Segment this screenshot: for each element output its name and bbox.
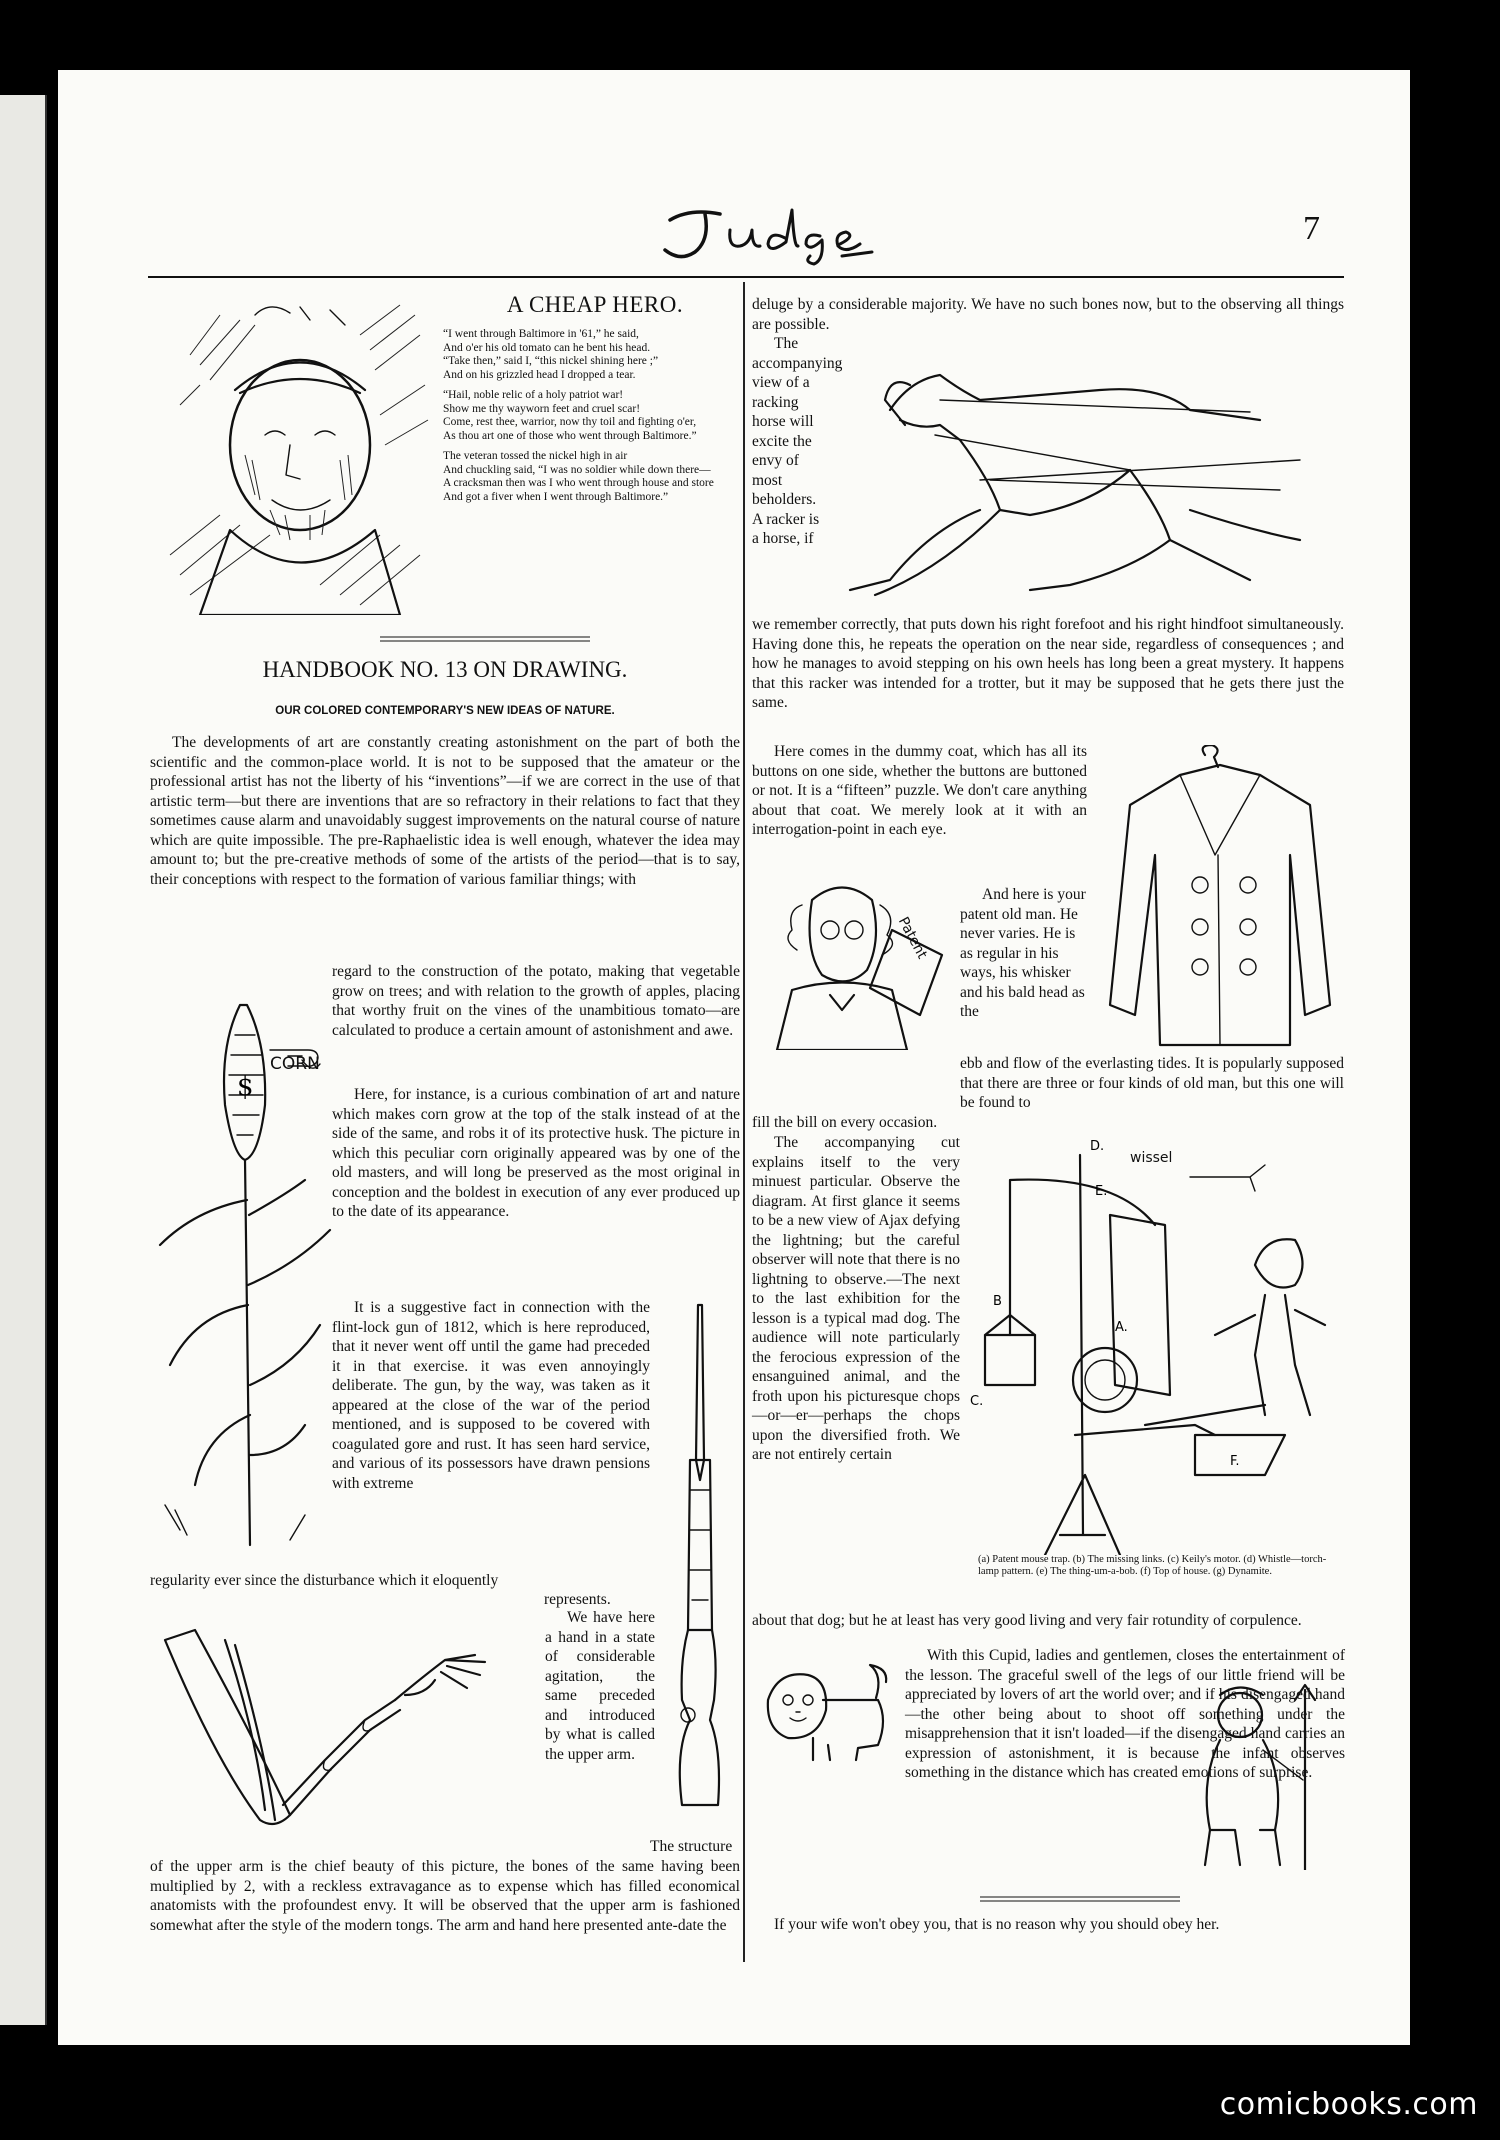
poem-stanza-gap [443, 443, 735, 450]
poem-line: “Hail, noble relic of a holy patriot war! [443, 389, 624, 401]
cheap-hero-title: A CHEAP HERO. [506, 292, 684, 317]
diagram-label-a: A. [1115, 1320, 1128, 1335]
cupid-illustration [1185, 1680, 1335, 1870]
paragraph-coat: Here comes in the dummy coat, which has all its buttons on one side, whether the buttons are buttoned or not. It is a “fifteen” puzzle. We don't care anything about that coat. We merely look at it with an interrogation-point in each eye. [752, 743, 1087, 838]
poem-stanza-gap [443, 382, 735, 389]
diagram-label-b: B [993, 1294, 1002, 1309]
diagram-caption: (a) Patent mouse trap. (b) The missing links. (c) Keily's motor. (d) Whistle—torch-lamp pattern. (e) The thing-um-a-bob. (f) Top of house. (g) Dynamite. [978, 1554, 1327, 1577]
section-divider [380, 635, 590, 645]
paragraph-intro-cont: regard to the construction of the potato, making that vegetable grow on trees; and with relation to the growth of apples, placing that worthy fruit on the vines of the unambitious tomato—are calculated to produce a certain amount of astonishment and awe. [332, 963, 740, 1039]
poem-line: Come, rest thee, warrior, now thy toil and fighting o'er, [443, 416, 697, 428]
racking-horse-illustration [830, 340, 1340, 610]
paragraph-gun-end: represents. [544, 1591, 611, 1608]
paragraph-gun: It is a suggestive fact in connection with the flint-lock gun of 1812, which is here reproduced, that it never went off until the game had preceded it in that exercise. it was even annoyingly deliberate. The gun, by the way, was taken as it appeared at the close of the war of the period mentioned, and is supposed to be covered with coagulated gore and rust. It has seen hard service, and various of its possessors have drawn pensions with extreme [332, 1299, 650, 1492]
closing-divider [980, 1895, 1180, 1903]
handbook-title: HANDBOOK NO. 13 ON DRAWING. [262, 657, 628, 682]
adjacent-page-edge [0, 95, 47, 2025]
poem-line: Show me thy wayworn feet and cruel scar! [443, 402, 641, 415]
mad-dog-illustration [758, 1660, 898, 1770]
handbook-subtitle: OUR COLORED CONTEMPORARY'S NEW IDEAS OF NATURE. [275, 705, 615, 717]
poem-line: And on his grizzled head I dropped a tear. [443, 368, 636, 381]
paragraph-intro: The developments of art are constantly creating astonishment on the part of both the scientific and the common-place world. It is not to be supposed that the amateur or the professional artist has not the liberty of his “inventions”—if we are correct in the use of that artistic term—but there are inventions that are so refractory in their relations to fact that they sometimes cause alarm and unavoidably suggest improvements on the natural course of nature which are quite impossible. The pre-Raphaelistic idea is well enough, whatever the idea may amount to; but the pre-creative methods of some of the artists of the period—that is to say, their conceptions with respect to the formation of various familiar things; with [150, 734, 740, 888]
veteran-portrait-illustration [160, 295, 440, 615]
poem-line: And chuckling said, “I was no soldier while down there— [443, 463, 711, 476]
diagram-label-c: C. [970, 1394, 984, 1409]
wissel-label: wissel [1130, 1150, 1173, 1166]
paragraph-old-man-end: fill the bill on every occasion. [752, 1114, 938, 1131]
watermark: comicbooks.com [1219, 2087, 1478, 2122]
paragraph-corn: Here, for instance, is a curious combination of art and nature which makes corn grow at the top of the stalk instead of at the side of the same, and robs it of its protective husk. The picture in which this peculiar corn originally appeared was by one of the old masters, and will long be preserved as the most original in conception and the boldest in execution of any ever produced up to the date of its appearance. [332, 1086, 740, 1220]
svg-text:$: $ [237, 1072, 254, 1102]
page-number: 7 [1303, 210, 1320, 247]
paragraph-dog-end: about that dog; but he at least has very good living and very fair rotundity of corpulence. [752, 1612, 1302, 1629]
paragraph-old-man: And here is your patent old man. He never varies. He is as regular in his ways, his whisker and his bald head as the [960, 886, 1086, 1020]
paragraph-deluge: deluge by a considerable majority. We have no such bones now, but to the observing all things are possible. [752, 296, 1344, 333]
poem-line: The veteran tossed the nickel high in air [443, 450, 628, 462]
paragraph-arm-structure: The structure [650, 1838, 733, 1855]
paragraph-diagram: The accompanying cut explains itself to the very minuest particular. Observe the diagram. At first glance it seems to be a new view of Ajax defying the lightning; but the careful observer will note that there is no lightning to observe.—The next to the last exhibition for the lesson is a typical mad dog. The audience will note particularly the ferocious expression of the ensanguined animal, and the froth upon his picturesque chops—or—er—perhaps the chops upon the diversified froth. We are not entirely certain [752, 1134, 960, 1463]
diagram-label-f: F. [1230, 1454, 1240, 1469]
poem-line: And got a fiver when I went through Baltimore.” [443, 490, 669, 503]
paragraph-gun-cont: regularity ever since the disturbance which it eloquently [150, 1572, 499, 1589]
paragraph-arm: We have here a hand in a state of considerable agitation, the same preceded and introduced by what is called the upper arm. [545, 1609, 655, 1763]
cheap-hero-poem [443, 328, 735, 504]
paragraph-arm-cont: of the upper arm is the chief beauty of this picture, the bones of the same having been multiplied by 2, with a reckless extravagance as to expense which has filled economical anatomists with the profoundest envy. It will be observed that the upper arm is fashioned somewhat after the style of the modern tongs. The arm and hand here presented ante-date the [150, 1858, 740, 1934]
paragraph-old-man-cont: ebb and flow of the everlasting tides. It is popularly supposed that there are three or four kinds of old man, but this one will be found to [960, 1055, 1344, 1111]
paragraph-cupid: With this Cupid, ladies and gentlemen, closes the entertainment of the lesson. The graceful swell of the legs of our little friend will be appreciated by lovers of art the world over; and if his disengaged hand—the other being about to shoot off something under the misapprehension that it isn't loaded—if the disengaged hand carries an expression of astonishment, it is because the infant observes something in the distance which has created emotions of surprise. [905, 1647, 1345, 1781]
paragraph-horse: The accompanying view of a racking horse will excite the envy of most beholders. A racker is a horse, if [752, 335, 843, 547]
arm-and-hand-illustration [155, 1600, 545, 1835]
poem-line: As thou art one of those who went through Baltimore.” [443, 429, 697, 442]
dummy-coat-illustration [1100, 745, 1340, 1065]
diagram-label-e: E. [1095, 1184, 1108, 1199]
poem-line: “Take then,” said I, “this nickel shining here ;” [443, 355, 659, 367]
poem-line: And o'er his old tomato can he bent his head. [443, 341, 651, 354]
column-divider [743, 282, 745, 1962]
judge-masthead-logo [610, 200, 910, 270]
patent-label: Patent [894, 914, 931, 962]
poem-line: “I went through Baltimore in '61,” he said, [443, 328, 639, 340]
header-rule [148, 276, 1344, 278]
poem-line: A cracksman then was I who went through house and store [443, 477, 714, 489]
diagram-label-d: D. [1090, 1139, 1105, 1154]
contraption-diagram-illustration [965, 1135, 1345, 1555]
corn-label: CORN [270, 1054, 320, 1074]
paragraph-racker: we remember correctly, that puts down his right forefoot and his right hindfoot simultaneously. Having done this, he repeats the operation on the near side, regardless of consequences ; and how he manages to avoid stepping on his own heels has long been a great mystery. It happens that this racker was intended for a trotter, but it may be supposed that he gets there just the same. [752, 616, 1344, 711]
patent-old-man-illustration [752, 870, 952, 1050]
flintlock-gun-illustration [660, 1300, 740, 1820]
paragraph-closing: If your wife won't obey you, that is no reason why you should obey her. [774, 1916, 1220, 1933]
